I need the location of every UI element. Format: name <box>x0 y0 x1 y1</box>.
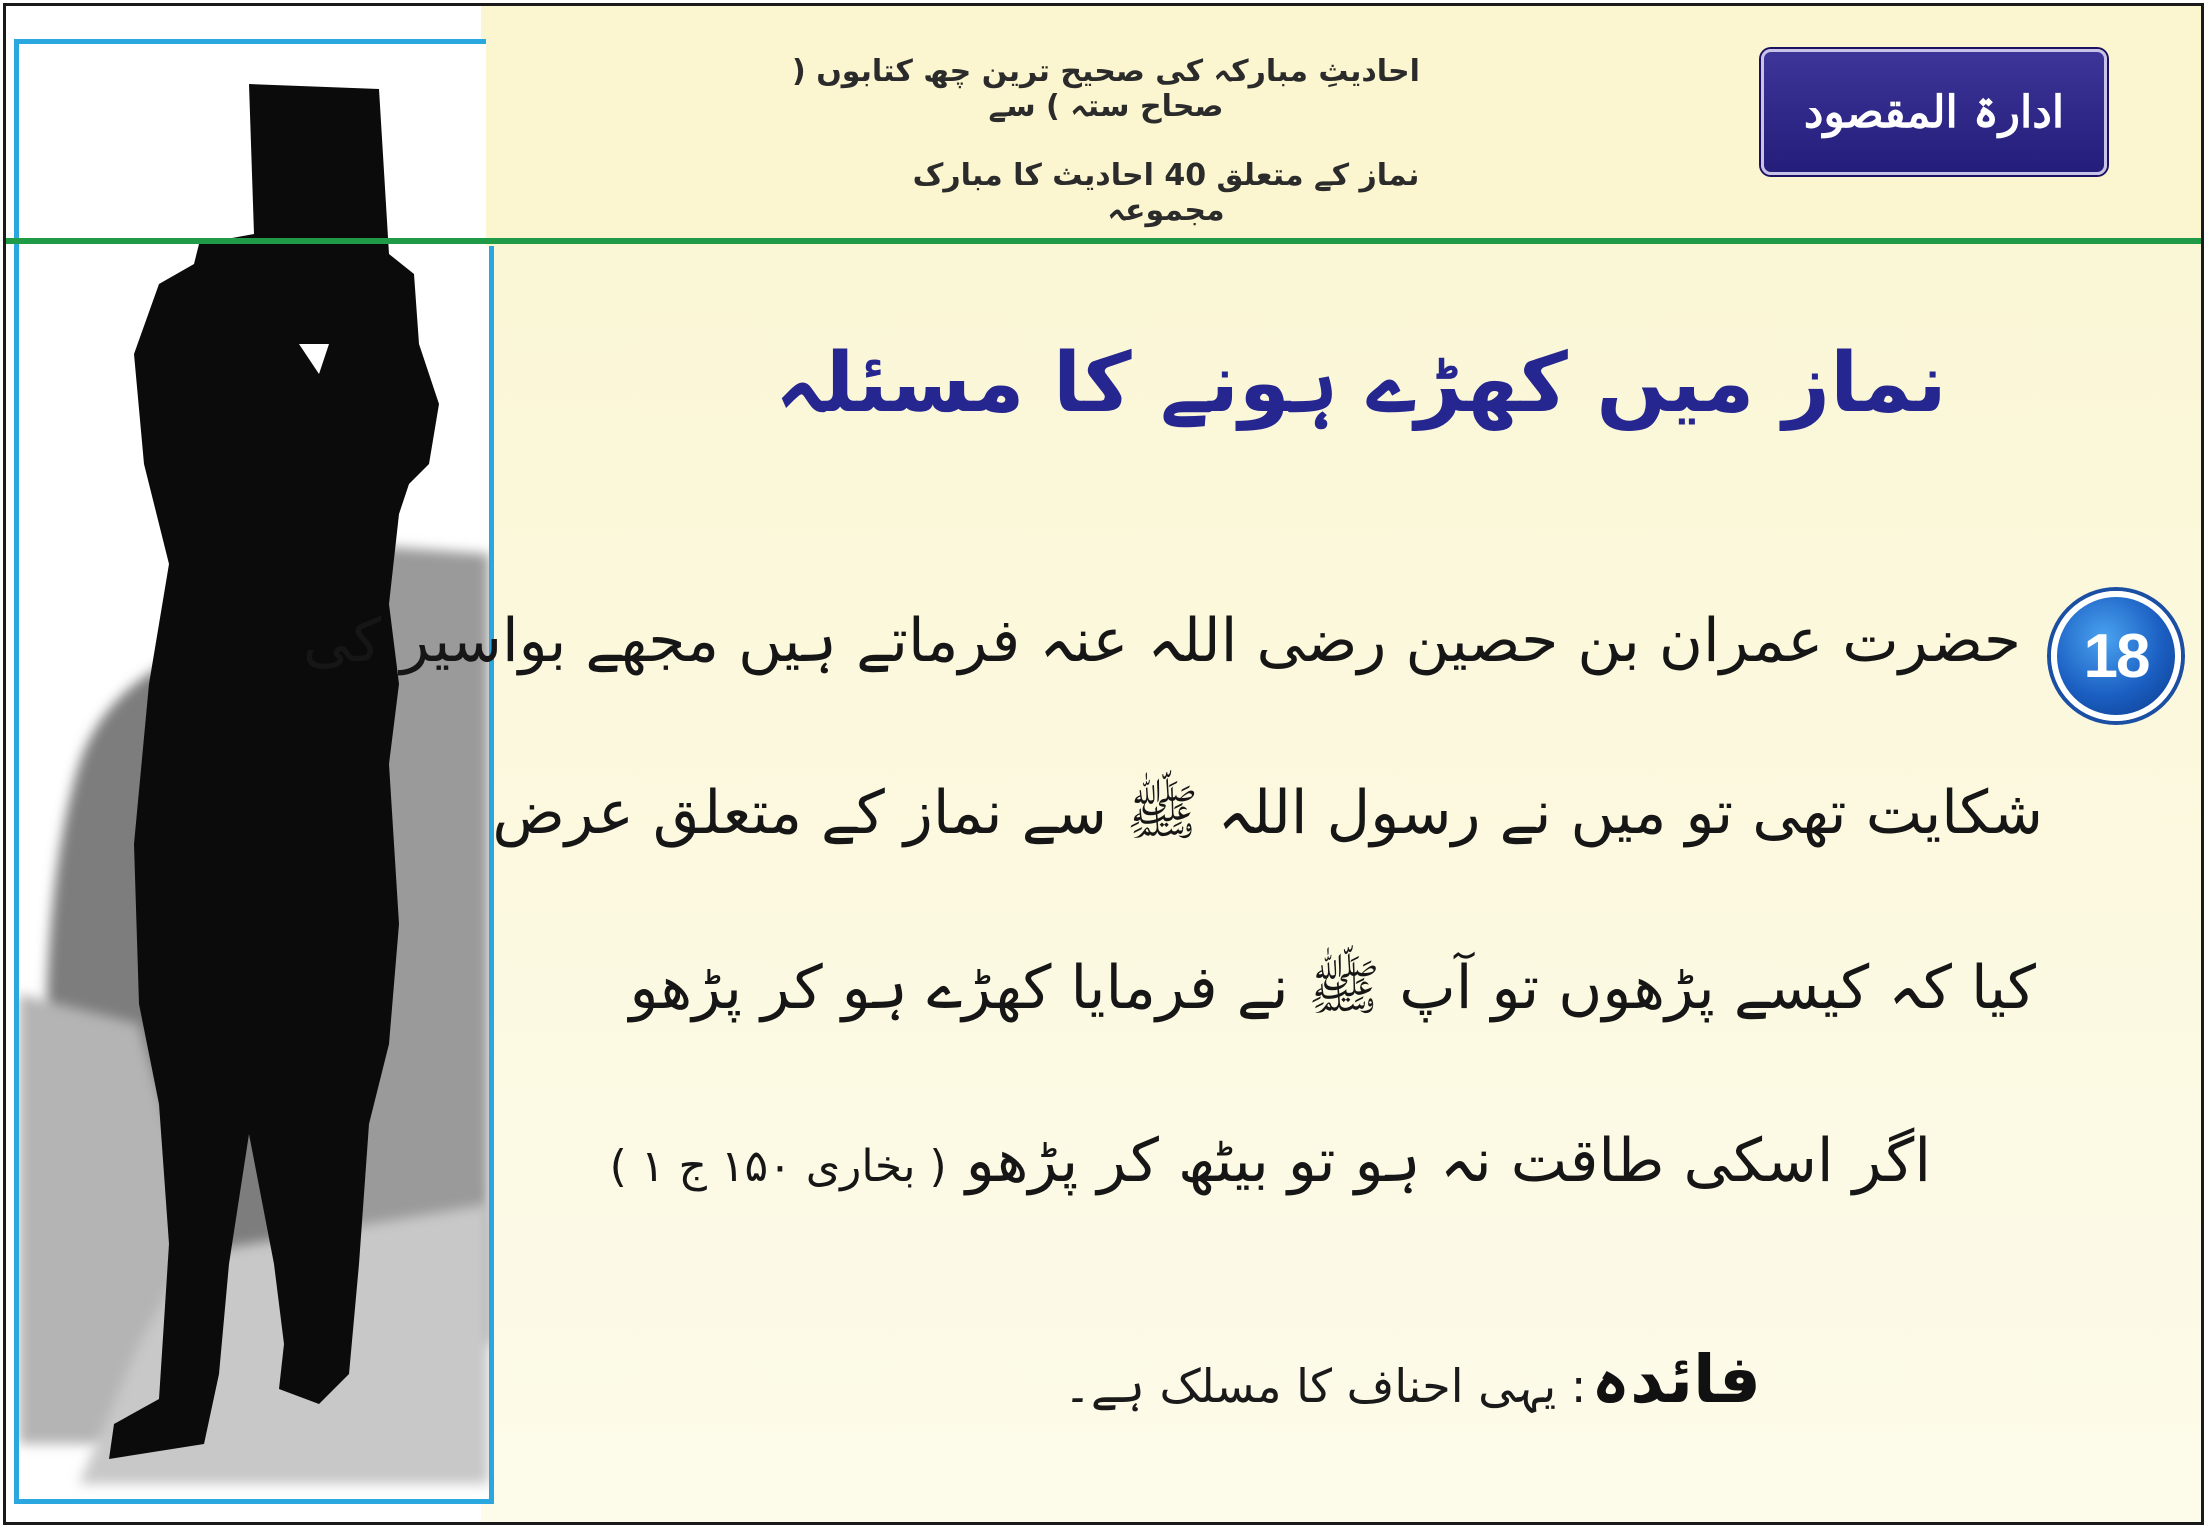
hadith-number-badge <box>2051 591 2181 721</box>
illustration-panel <box>6 6 481 1522</box>
benefit-text: : یہی احناف کا مسلک ہے۔ <box>1063 1359 1587 1413</box>
hadith-line-4-text: اگر اسکی طاقت نہ ہو تو بیٹھ کر پڑھو <box>965 1126 1931 1196</box>
poster-frame <box>3 3 2204 1525</box>
header-subtitle-line1: احادیثِ مبارکہ کی صحیح ترین چھ کتابوں ( صحاح ستہ ) سے <box>792 54 1420 124</box>
hadith-line-2: شکایت تھی تو میں نے رسول اللہ ﷺ سے نماز کے متعلق عرض <box>492 778 2043 848</box>
benefit-label: فائدہ <box>1591 1341 1761 1418</box>
header-band <box>486 6 2201 246</box>
publisher-logo <box>1761 49 2107 175</box>
hadith-line-1: حضرت عمران بن حصین رضی اللہ عنہ فرماتے ہیں مجھے بواسیر کی <box>302 606 2021 676</box>
hadith-line-4 <box>610 1126 1931 1196</box>
header-subtitle-line2: نماز کے متعلق 40 احادیث کا مبارک مجموعہ <box>912 158 1420 228</box>
logo-text: ادارۃ المقصود <box>1803 86 2065 138</box>
silhouette-frame <box>14 39 494 1504</box>
praying-man-silhouette <box>19 44 489 1499</box>
hadith-line-3: کیا کہ کیسے پڑھوں تو آپ ﷺ نے فرمایا کھڑے ہو کر پڑھو <box>629 953 2036 1023</box>
hadith-number: 18 <box>2083 621 2149 691</box>
hadith-citation: ( بخاری ۱۵۰ ج ۱ ) <box>609 1141 947 1192</box>
page-title: نماز میں کھڑے ہونے کا مسئلہ <box>775 336 1947 431</box>
benefit-note <box>1064 1341 1761 1418</box>
header-divider <box>6 238 2201 244</box>
